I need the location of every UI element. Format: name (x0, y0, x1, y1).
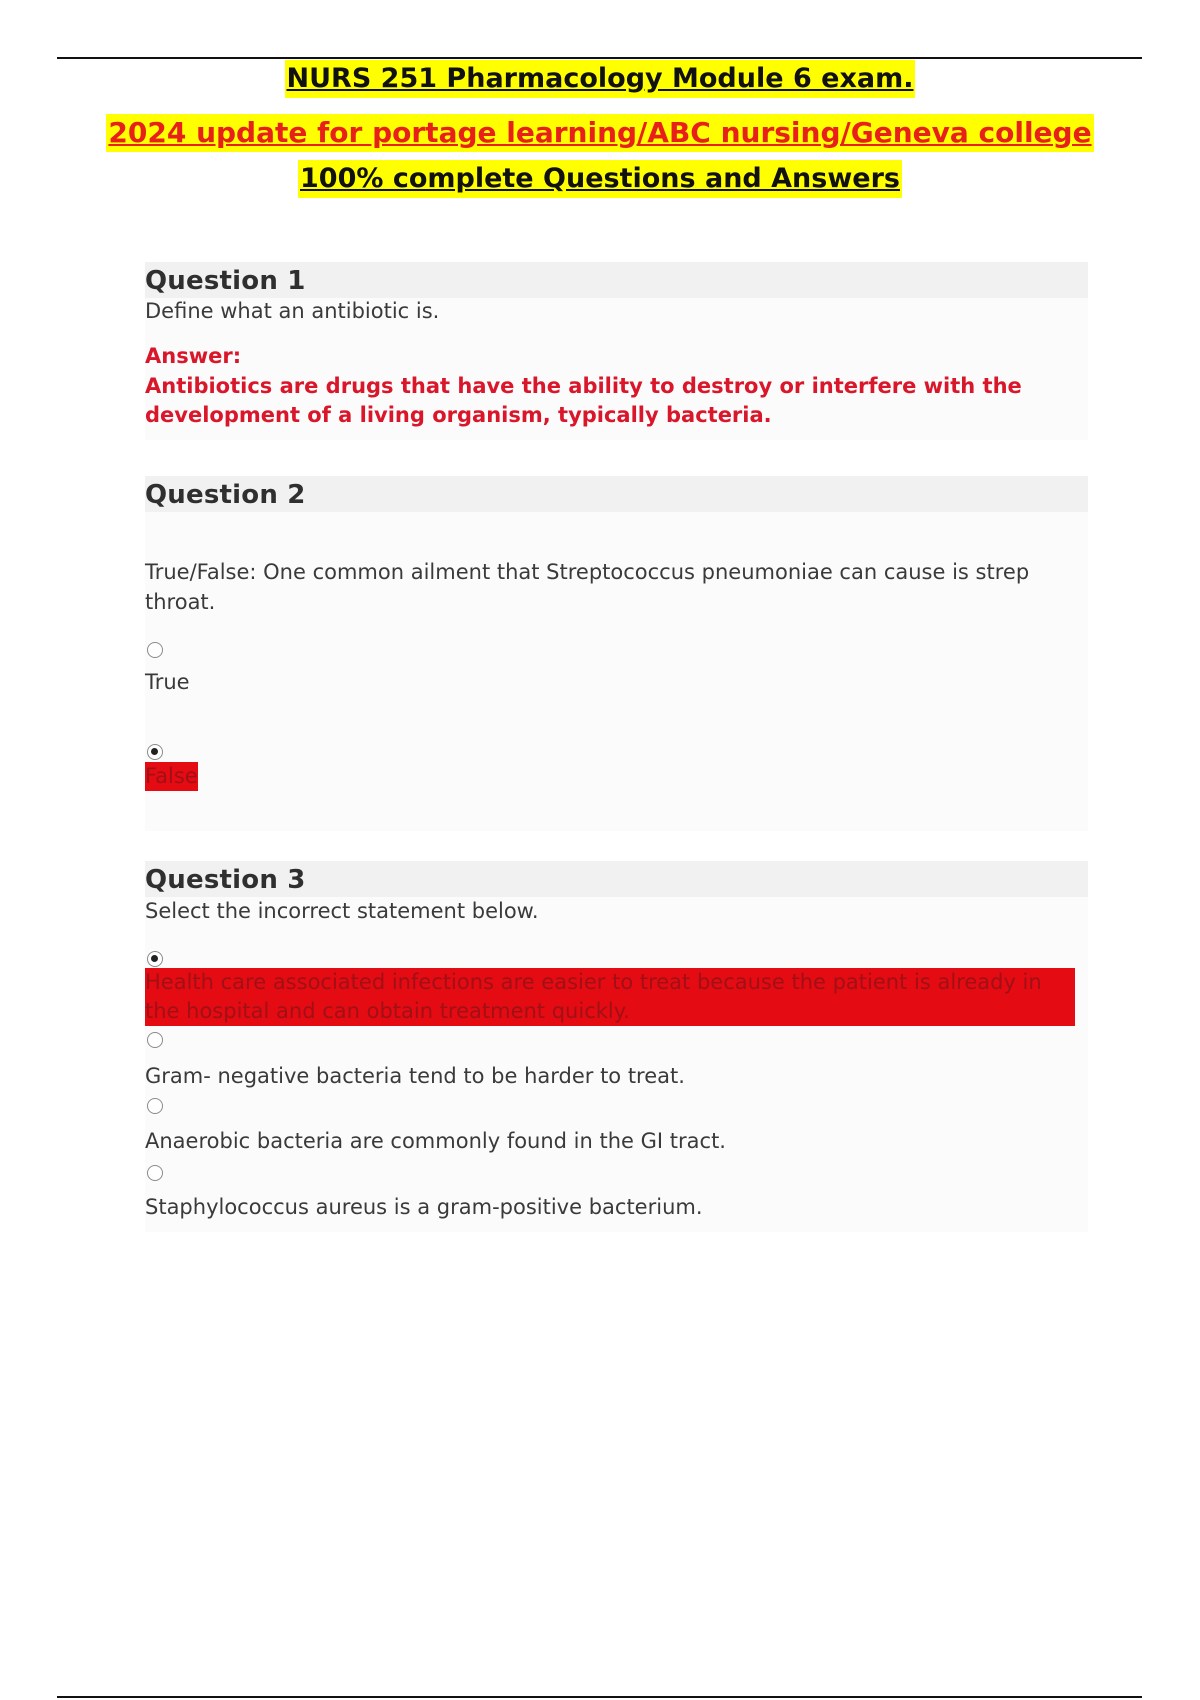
question-3-option-1-radio[interactable] (147, 951, 163, 967)
question-2-option-false-radio[interactable] (147, 744, 163, 760)
question-3-title: Question 3 (145, 861, 1088, 897)
question-2-prompt-line2: throat. (145, 590, 216, 614)
top-rule (57, 57, 1142, 59)
question-2-panel (145, 511, 1088, 831)
question-1-prompt: Define what an antibiotic is. (145, 299, 440, 323)
question-2-option-true-label: True (145, 670, 190, 694)
question-1-answer-label: Answer: (145, 344, 242, 368)
question-3-prompt: Select the incorrect statement below. (145, 899, 539, 923)
question-3-option-1-label: Health care associated infections are easier to treat because the patient is already in the hospital and can obtain treatment quickly. (145, 968, 1075, 1026)
question-1-title: Question 1 (145, 262, 1088, 298)
question-2-prompt-line1: True/False: One common ailment that Streptococcus pneumoniae can cause is strep (145, 560, 1030, 584)
question-2-option-true-radio[interactable] (147, 642, 163, 658)
bottom-rule (57, 1696, 1142, 1698)
document-header (0, 60, 1200, 198)
header-title: NURS 251 Pharmacology Module 6 exam. (285, 60, 916, 98)
question-2-option-false-label: False (145, 762, 198, 791)
question-3-option-4-radio[interactable] (147, 1165, 163, 1181)
question-3-option-2-radio[interactable] (147, 1032, 163, 1048)
question-1-answer-text: Antibiotics are drugs that have the ability to destroy or interfere with the development of a living organism, typically bacteria. (145, 374, 1022, 427)
question-3-option-2-label: Gram- negative bacteria tend to be harder to treat. (145, 1064, 685, 1088)
question-2-title: Question 2 (145, 476, 1088, 512)
question-3-option-3-label: Anaerobic bacteria are commonly found in the GI tract. (145, 1129, 726, 1153)
question-3-option-3-radio[interactable] (147, 1098, 163, 1114)
header-subtitle: 2024 update for portage learning/ABC nursing/Geneva college (106, 114, 1093, 152)
question-3-option-4-label: Staphylococcus aureus is a gram-positive bacterium. (145, 1195, 703, 1219)
header-tagline: 100% complete Questions and Answers (298, 160, 902, 198)
